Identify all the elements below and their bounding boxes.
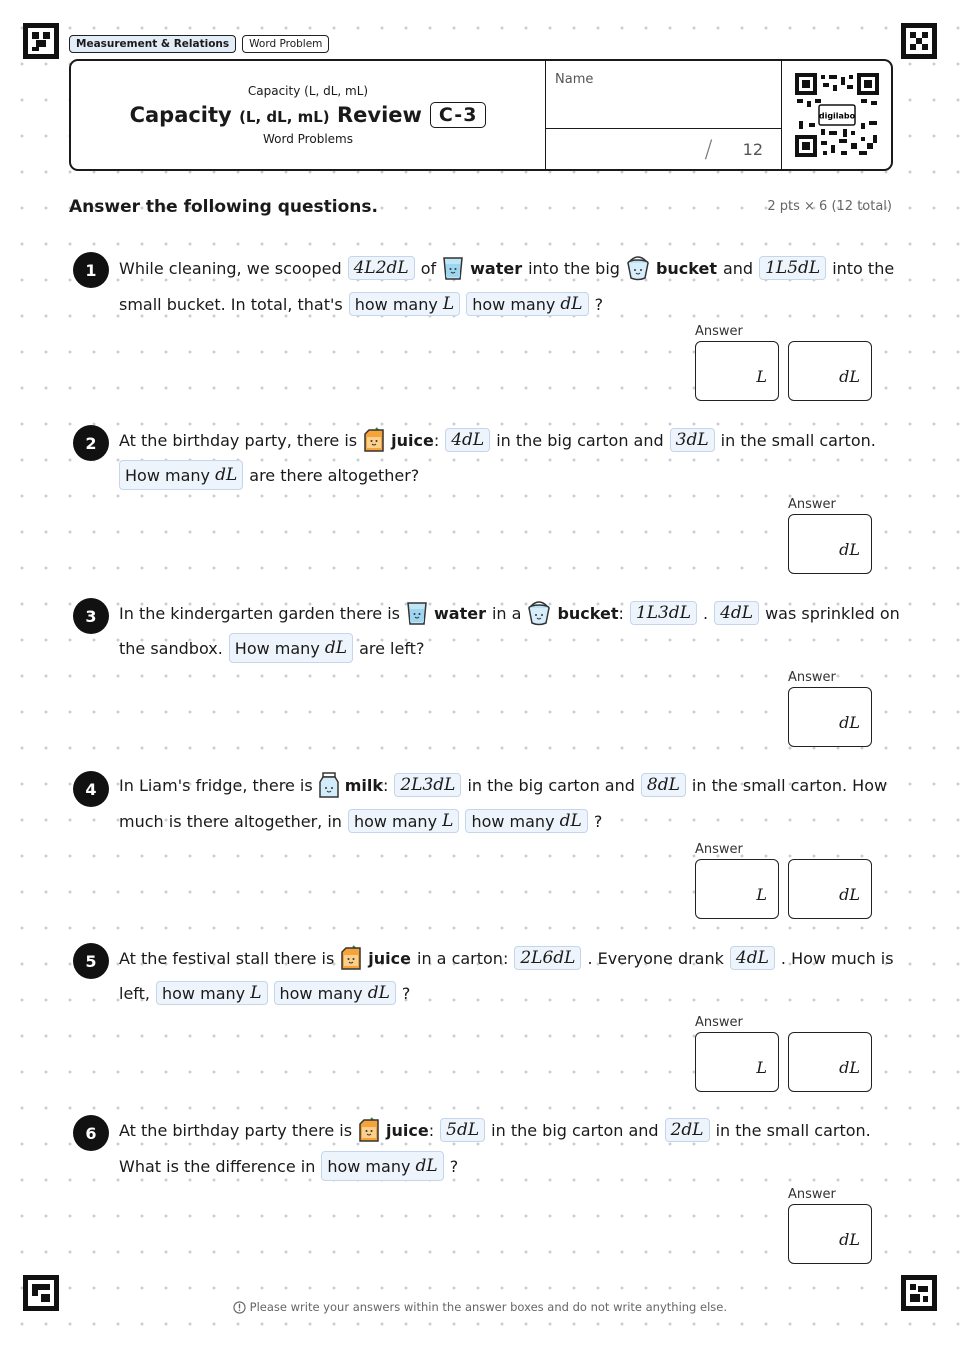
quantity-box: 3dL — [670, 428, 715, 452]
quantity-box: 1L5dL — [759, 256, 826, 280]
points-info: 2 pts × 6 (12 total) — [767, 199, 892, 214]
milk-carton-icon — [319, 772, 339, 798]
question-text: ? — [401, 983, 411, 1003]
question-number: 2 — [73, 425, 109, 461]
question-5-line-1 — [119, 943, 900, 973]
question-text: in a — [491, 603, 522, 623]
juice-box-icon — [358, 1117, 380, 1143]
name-field[interactable] — [546, 61, 781, 129]
type-tag: Word Problem — [242, 35, 329, 53]
unit-prompt-box: How many dL — [119, 460, 243, 490]
unit-prompt-box: how many L — [348, 809, 460, 833]
question-text: in the big carton and — [496, 430, 664, 450]
question-text: left, — [119, 983, 150, 1003]
unit-label: dL — [839, 713, 860, 732]
question-6-line-2 — [119, 1151, 464, 1181]
item-name: milk: — [344, 775, 389, 795]
question-text: ? — [594, 294, 604, 314]
question-3-line-1 — [119, 598, 906, 628]
question-text: . — [702, 603, 709, 623]
bucket-icon — [626, 255, 650, 281]
item-name: juice: — [391, 430, 440, 450]
question-text: What is the difference in — [119, 1156, 316, 1176]
corner-marker-top-right — [901, 23, 937, 59]
unit-prompt-box: how many L — [349, 292, 461, 316]
unit-prompt-box: how many dL — [466, 292, 588, 316]
answer-label: Answer — [788, 1187, 836, 1202]
juice-box-icon — [363, 427, 385, 453]
score-field[interactable] — [546, 129, 781, 169]
question-text: are left? — [359, 638, 425, 658]
worksheet-title: Capacity (L, dL, mL) Review — [129, 103, 422, 127]
question-text: At the festival stall there is — [119, 948, 335, 968]
worksheet-subtitle: Capacity (L, dL, mL) — [247, 84, 369, 98]
question-text: the sandbox. — [119, 638, 223, 658]
unit-label: L — [756, 1058, 767, 1077]
quantity-box: 2L3dL — [394, 773, 461, 797]
quantity-box: 2L6dL — [514, 946, 581, 970]
question-text: into the — [832, 258, 895, 278]
bucket-icon — [527, 600, 551, 626]
unit-label: L — [756, 885, 767, 904]
name-label: Name — [555, 72, 594, 87]
question-text: into the big — [528, 258, 620, 278]
answer-label: Answer — [695, 842, 743, 857]
question-6-line-1 — [119, 1115, 877, 1145]
question-number: 5 — [73, 943, 109, 979]
answer-box-deciliters[interactable] — [788, 687, 872, 747]
answer-label: Answer — [788, 497, 836, 512]
unit-label: L — [756, 367, 767, 386]
quantity-box: 8dL — [641, 773, 686, 797]
answer-box-deciliters[interactable] — [788, 514, 872, 574]
item-name: bucket: — [557, 603, 624, 623]
answer-label: Answer — [695, 1015, 743, 1030]
question-text: in the big carton and — [491, 1120, 659, 1140]
question-text: in the small carton. — [715, 1120, 871, 1140]
unit-prompt-box: how many dL — [465, 809, 587, 833]
question-2-line-2 — [119, 460, 425, 490]
question-text: In Liam's fridge, there is — [119, 775, 313, 795]
quantity-box: 2dL — [665, 1118, 710, 1142]
student-info — [545, 61, 781, 169]
score-slash: / — [704, 135, 713, 163]
item-name: water — [470, 258, 523, 278]
question-1-line-1 — [119, 253, 900, 283]
unit-prompt-box: How many dL — [229, 633, 353, 663]
unit-label: dL — [839, 367, 860, 386]
question-text: . How much is — [780, 948, 894, 968]
question-text: and — [722, 258, 754, 278]
answer-box-liters[interactable] — [695, 341, 779, 401]
footer-text: Please write your answers within the answer boxes and do not write anything else. — [249, 1300, 728, 1314]
question-text: In the kindergarten garden there is — [119, 603, 400, 623]
unit-prompt-box: how many dL — [321, 1151, 443, 1181]
title-block — [71, 61, 545, 169]
question-text: in the big carton and — [467, 775, 635, 795]
question-4-line-1 — [119, 770, 893, 800]
question-text: was sprinkled on — [765, 603, 900, 623]
question-text: At the birthday party there is — [119, 1120, 353, 1140]
unit-label: dL — [839, 1230, 860, 1249]
question-1-line-2 — [119, 289, 609, 319]
qr-label: digilabo — [818, 111, 855, 121]
question-5-line-2 — [119, 978, 416, 1008]
category-tag: Measurement & Relations — [69, 35, 236, 53]
title-row — [130, 102, 487, 128]
question-number: 3 — [73, 598, 109, 634]
quantity-box: 5dL — [440, 1118, 485, 1142]
question-text: in the small carton. — [720, 430, 876, 450]
unit-label: dL — [839, 1058, 860, 1077]
question-number: 4 — [73, 771, 109, 807]
item-name: water — [434, 603, 486, 623]
worksheet-header — [69, 59, 893, 171]
worksheet-code: C-3 — [430, 102, 487, 128]
question-text: While cleaning, we scooped — [119, 258, 342, 278]
item-name: juice — [368, 948, 411, 968]
item-name: juice: — [386, 1120, 435, 1140]
quantity-box: 1L3dL — [630, 601, 697, 625]
score-total: 12 — [742, 139, 763, 159]
question-2-line-1 — [119, 425, 882, 455]
footer-note — [0, 1300, 960, 1314]
tag-row — [69, 35, 329, 53]
question-4-line-2 — [119, 806, 608, 836]
unit-label: dL — [839, 885, 860, 904]
unit-label: dL — [839, 540, 860, 559]
qr-code-icon — [795, 73, 879, 157]
answer-box-deciliters[interactable] — [788, 341, 872, 401]
question-text: At the birthday party, there is — [119, 430, 358, 450]
answer-box-deciliters[interactable] — [788, 1204, 872, 1264]
question-text: in a carton: — [417, 948, 509, 968]
answer-label: Answer — [788, 670, 836, 685]
answer-box-deciliters[interactable] — [788, 859, 872, 919]
corner-marker-top-left — [23, 23, 59, 59]
qr-cell — [781, 61, 891, 169]
question-text: in the small carton. How — [691, 775, 888, 795]
question-text: . Everyone drank — [587, 948, 724, 968]
unit-prompt-box: how many dL — [274, 981, 396, 1005]
question-text: of — [420, 258, 437, 278]
quantity-box: 4dL — [714, 601, 759, 625]
item-name: bucket — [655, 258, 717, 278]
quantity-box: 4L2dL — [348, 256, 415, 280]
instructions: Answer the following questions. — [69, 197, 378, 217]
quantity-box: 4dL — [445, 428, 490, 452]
question-number: 1 — [73, 252, 109, 288]
question-number: 6 — [73, 1115, 109, 1151]
info-icon — [233, 1301, 246, 1314]
juice-box-icon — [340, 945, 362, 971]
question-text: ? — [593, 811, 603, 831]
answer-box-deciliters[interactable] — [788, 1032, 872, 1092]
question-text: much is there altogether, in — [119, 811, 342, 831]
quantity-box: 4dL — [730, 946, 775, 970]
question-text: small bucket. In total, that's — [119, 294, 343, 314]
unit-prompt-box: how many L — [156, 981, 268, 1005]
water-cup-icon — [406, 600, 428, 626]
answer-label: Answer — [695, 324, 743, 339]
answer-box-liters[interactable] — [695, 859, 779, 919]
question-text: ? — [449, 1156, 459, 1176]
question-text: are there altogether? — [249, 465, 420, 485]
answer-box-liters[interactable] — [695, 1032, 779, 1092]
question-3-line-2 — [119, 633, 430, 663]
water-cup-icon — [442, 255, 464, 281]
worksheet-category: Word Problems — [263, 132, 353, 146]
